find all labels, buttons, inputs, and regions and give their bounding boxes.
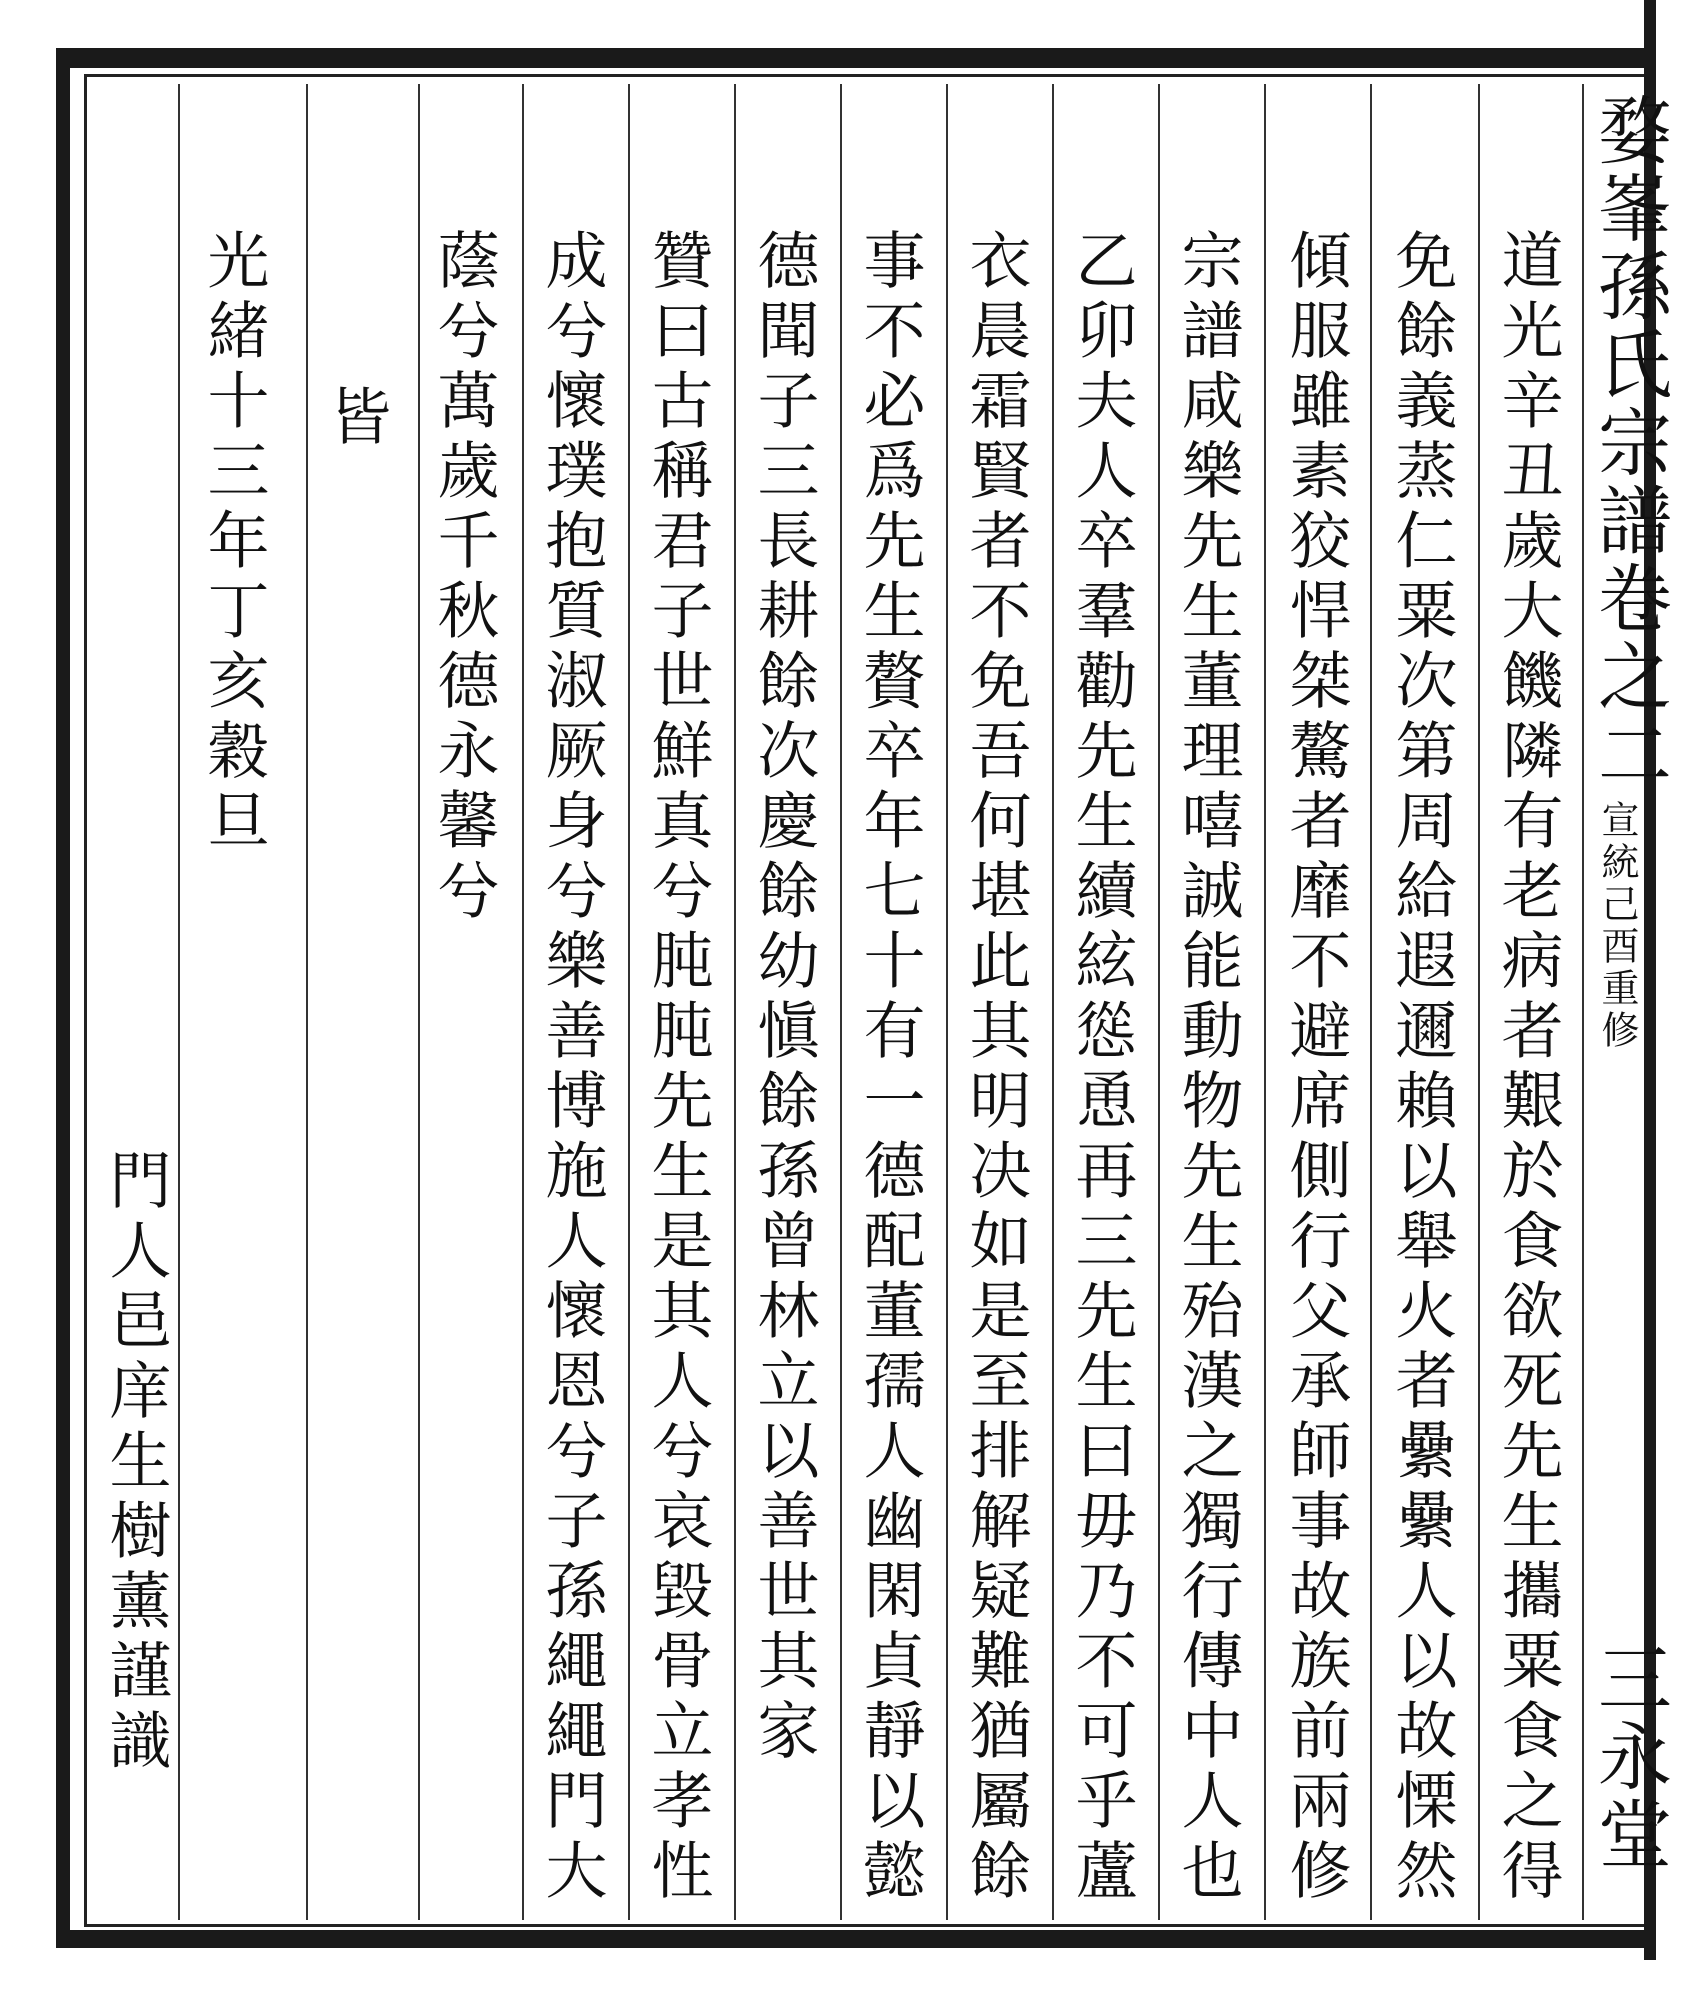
- frame-inner-top-rule: [84, 74, 1644, 77]
- column-rule: [1370, 84, 1372, 1920]
- volume-label: 卷之二: [1586, 560, 1672, 794]
- text-column-3: 傾服雖素狡悍桀驁者靡不避席側行父承師事故族前兩修: [1279, 228, 1352, 1908]
- column-rule: [522, 84, 524, 1920]
- column-rule: [840, 84, 842, 1920]
- column-rule: [1582, 84, 1584, 1920]
- column-rule: [1264, 84, 1266, 1920]
- text-column-9: 贊曰古稱君子世鮮真兮肫肫先生是其人兮哀毀骨立孝性: [641, 228, 714, 1908]
- frame-top-border: [56, 48, 1656, 68]
- text-column-8: 德聞子三長耕餘次慶餘幼愼餘孫曾林立以善世其家: [747, 228, 820, 1768]
- top-margin: [56, 0, 1656, 48]
- column-rule: [306, 84, 308, 1920]
- text-column-5: 乙卯夫人卒羣勸先生續絃慫恿再三先生曰毋乃不可乎蘆: [1065, 228, 1138, 1908]
- text-column-2: 免餘義蒸仁粟次第周給遐邇賴以舉火者纍纍人以故慄然: [1385, 228, 1458, 1908]
- frame-inner-left-rule: [84, 76, 87, 1924]
- text-column-11: 蔭兮萬歲千秋德永馨兮: [427, 228, 500, 928]
- text-column-1: 道光辛丑歲大饑隣有老病者艱於食欲死先生攜粟食之得: [1491, 228, 1564, 1908]
- text-column-12: 皆: [319, 384, 392, 454]
- frame-left-border: [56, 48, 70, 1948]
- column-rule: [946, 84, 948, 1920]
- signature-column: 門人邑庠生樹薰謹識: [99, 1148, 172, 1778]
- book-title: 婺峯孫氏宗譜: [1586, 92, 1672, 560]
- column-rule: [178, 84, 180, 1920]
- text-column-4: 宗譜咸樂先生董理嘻誠能動物先生殆漢之獨行傳中人也: [1171, 228, 1244, 1908]
- text-column-6: 衣晨霜賢者不免吾何堪此其明决如是至排解疑難猶屬餘: [959, 228, 1032, 1908]
- frame-inner-bottom-rule: [84, 1924, 1644, 1927]
- frame-bottom-border: [56, 1930, 1656, 1948]
- column-rule: [418, 84, 420, 1920]
- text-column-10: 成兮懷璞抱質淑厥身兮樂善博施人懷恩兮子孫繩繩門大: [535, 228, 608, 1908]
- column-rule: [734, 84, 736, 1920]
- edition-label: 宣統己酉重修: [1595, 800, 1639, 1052]
- column-rule: [1158, 84, 1160, 1920]
- text-column-7: 事不必爲先生贅卒年七十有一德配董孺人幽閑貞靜以懿: [853, 228, 926, 1908]
- column-rule: [1052, 84, 1054, 1920]
- column-rule: [628, 84, 630, 1920]
- hall-name: 三永堂: [1586, 1640, 1672, 1874]
- date-column: 光緒十三年丁亥穀旦: [197, 228, 270, 858]
- column-rule: [1478, 84, 1480, 1920]
